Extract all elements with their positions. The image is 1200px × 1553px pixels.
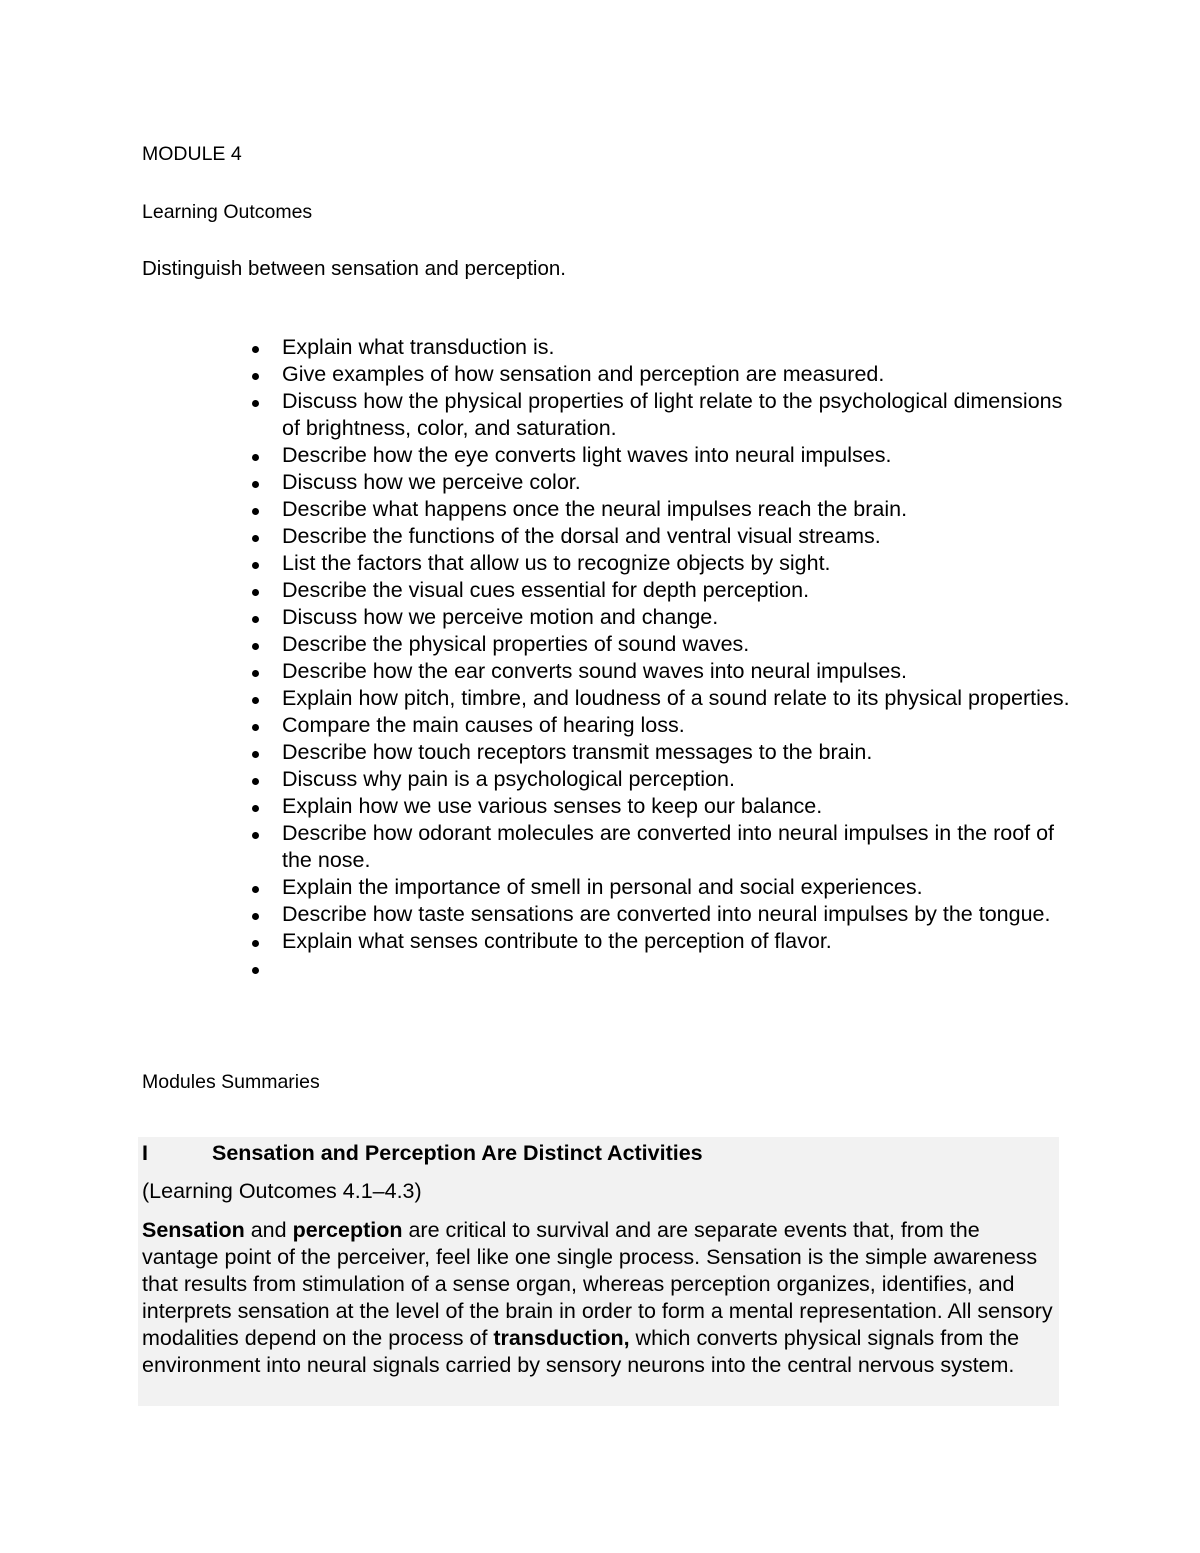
- outcome-text: Describe what happens once the neural impulses reach the brain.: [282, 497, 908, 521]
- outcome-item: [282, 523, 1072, 550]
- outcome-item: [282, 631, 1072, 658]
- section-reference: (Learning Outcomes 4.1–4.3): [142, 1179, 422, 1203]
- section-summary-box: [138, 1137, 1059, 1406]
- modules-summaries-heading: Modules Summaries: [142, 1071, 320, 1093]
- bullet-icon: [249, 550, 263, 577]
- outcome-text: List the factors that allow us to recognize objects by sight.: [282, 551, 831, 575]
- bullet-icon: [249, 361, 263, 388]
- outcome-text: Describe how odorant molecules are converted into neural impulses in the roof of the nose.: [282, 821, 1055, 872]
- outcome-item: [282, 874, 1072, 901]
- outcome-text: Describe the physical properties of sound waves.: [282, 632, 750, 656]
- bullet-icon: [249, 820, 263, 847]
- bullet-icon: [249, 766, 263, 793]
- bullet-icon: [249, 388, 263, 415]
- distinguish-statement: Distinguish between sensation and perception.: [142, 257, 566, 280]
- outcome-item: [282, 361, 1072, 388]
- learning-outcomes-list: [282, 334, 1072, 982]
- bullet-icon: [249, 955, 263, 982]
- module-title: MODULE 4: [142, 143, 242, 165]
- outcome-item: [282, 604, 1072, 631]
- term-sensation: Sensation: [142, 1218, 245, 1242]
- bullet-icon: [249, 874, 263, 901]
- outcome-text: Describe how the ear converts sound waves into neural impulses.: [282, 659, 908, 683]
- outcome-item: [282, 388, 1072, 442]
- bullet-icon: [249, 928, 263, 955]
- outcome-text: Explain how we use various senses to keep our balance.: [282, 794, 823, 818]
- outcome-item: [282, 577, 1072, 604]
- body-text-2: are critical to survival and are separate events that, from the vantage point of the perceiver, feel like one single process. Sensation is the simple awareness that results from stimulation of a sense organ, whereas perception organizes, identifies, and interprets sensation at the level of the brain in order to form a mental representation. All sensory modalities depend on the process of: [142, 1218, 1053, 1350]
- section-heading: [142, 1140, 703, 1167]
- outcome-item: [282, 955, 1072, 982]
- section-numeral: I: [142, 1141, 148, 1165]
- bullet-icon: [249, 631, 263, 658]
- bullet-icon: [249, 577, 263, 604]
- bullet-icon: [249, 523, 263, 550]
- term-transduction: transduction,: [493, 1326, 630, 1350]
- outcome-text: Describe how taste sensations are converted into neural impulses by the tongue.: [282, 902, 1051, 926]
- outcome-item: [282, 334, 1072, 361]
- outcome-item: [282, 793, 1072, 820]
- outcome-text: Explain what transduction is.: [282, 335, 555, 359]
- outcome-text: Discuss how the physical properties of light relate to the psychological dimensions of brightness, color, and saturation.: [282, 389, 1063, 440]
- outcome-item: [282, 442, 1072, 469]
- bullet-icon: [249, 442, 263, 469]
- outcome-item: [282, 901, 1072, 928]
- bullet-icon: [249, 658, 263, 685]
- bullet-icon: [249, 496, 263, 523]
- bullet-icon: [249, 469, 263, 496]
- outcome-item: [282, 658, 1072, 685]
- bullet-icon: [249, 793, 263, 820]
- bullet-icon: [249, 712, 263, 739]
- outcome-item: [282, 766, 1072, 793]
- outcome-text: Describe how the eye converts light waves into neural impulses.: [282, 443, 892, 467]
- outcome-item: [282, 496, 1072, 523]
- outcome-text: Describe how touch receptors transmit messages to the brain.: [282, 740, 873, 764]
- outcome-text: Discuss how we perceive motion and change.: [282, 605, 719, 629]
- section-body-paragraph: [142, 1217, 1062, 1379]
- outcome-item: [282, 550, 1072, 577]
- body-text-3: which converts physical signals from the environment into neural signals carried by sensory neurons into the central nervous system.: [142, 1326, 1020, 1377]
- outcome-text: Describe the functions of the dorsal and ventral visual streams.: [282, 524, 881, 548]
- outcome-text: Discuss why pain is a psychological perception.: [282, 767, 735, 791]
- outcome-text: Describe the visual cues essential for depth perception.: [282, 578, 810, 602]
- learning-outcomes-heading: Learning Outcomes: [142, 201, 313, 223]
- body-text-1: and: [244, 1218, 293, 1242]
- outcome-item: [282, 469, 1072, 496]
- outcome-item: [282, 712, 1072, 739]
- section-title: Sensation and Perception Are Distinct Activities: [212, 1141, 703, 1165]
- outcome-item: [282, 928, 1072, 955]
- outcome-text: Explain the importance of smell in personal and social experiences.: [282, 875, 923, 899]
- bullet-icon: [249, 901, 263, 928]
- outcome-item: [282, 820, 1072, 874]
- bullet-icon: [249, 685, 263, 712]
- outcome-text: Discuss how we perceive color.: [282, 470, 581, 494]
- bullet-icon: [249, 604, 263, 631]
- outcome-text: Give examples of how sensation and perception are measured.: [282, 362, 885, 386]
- term-perception: perception: [292, 1218, 403, 1242]
- outcome-item: [282, 739, 1072, 766]
- outcome-text: Explain how pitch, timbre, and loudness of a sound relate to its physical properties.: [282, 686, 1070, 710]
- outcome-text: Explain what senses contribute to the perception of flavor.: [282, 929, 832, 953]
- bullet-icon: [249, 334, 263, 361]
- outcome-text: Compare the main causes of hearing loss.: [282, 713, 685, 737]
- outcome-item: [282, 685, 1072, 712]
- bullet-icon: [249, 739, 263, 766]
